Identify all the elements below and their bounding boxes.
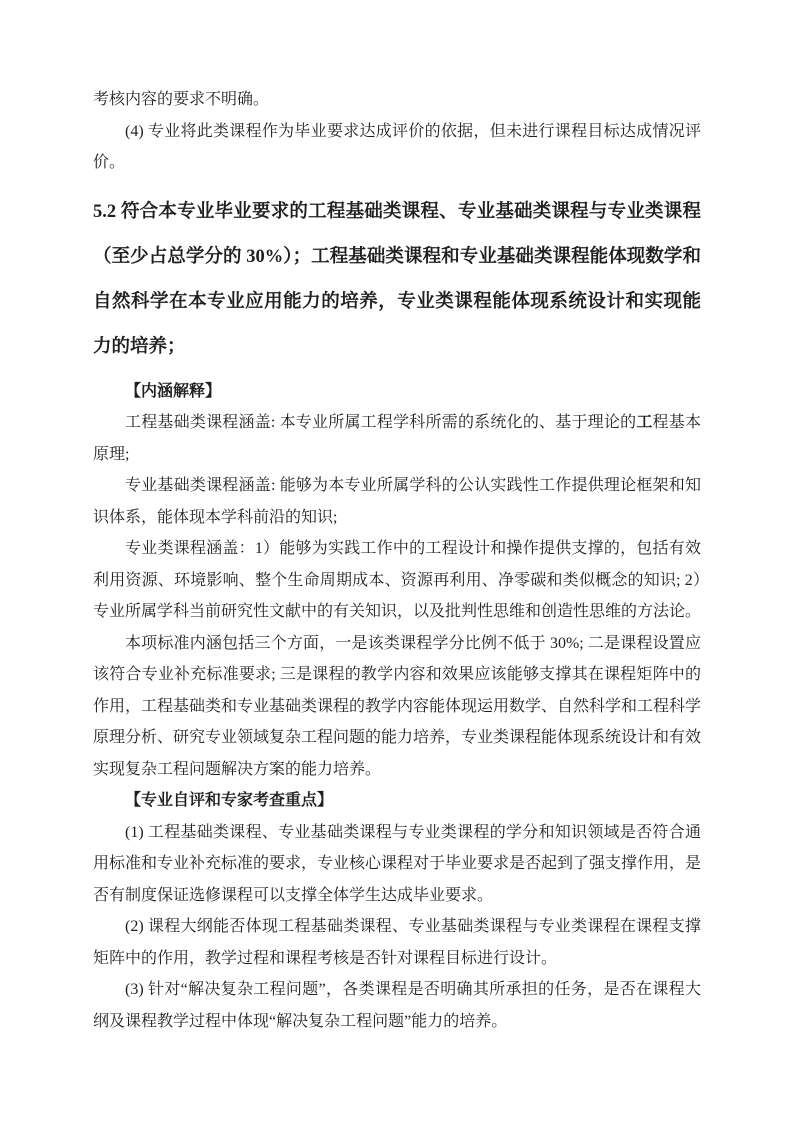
- text-segment: 专业类课程涵盖：1）能够为实践工作中的工程设计和操作提供支撑的，包括有效利用资源、环境影响、整个生命周期成本、资源再利用、净零碳和类似概念的知识; 2）专业所属学科当前研究性文献中的有关知识，以及批判性思维和创造性思维的方法论。: [93, 540, 702, 620]
- paragraph-p5-professional-class: [93, 533, 701, 628]
- text-segment: 工: [636, 414, 653, 431]
- text-segment: 工程基础类课程涵盖: 本专业所属工程学科所需的系统化的、基于理论的: [125, 414, 637, 431]
- paragraph-p3-engineering-basic: [93, 407, 701, 470]
- paragraph-p9-item3: [93, 974, 701, 1037]
- paragraph-p7-item1: [93, 817, 701, 912]
- text-segment: (2) 课程大纲能否体现工程基础类课程、专业基础类课程与专业类课程在课程支撑矩阵中的作用，教学过程和课程考核是否针对课程目标进行设计。: [93, 918, 701, 967]
- paragraph-p4-professional-basic: [93, 470, 701, 533]
- text-segment: (1) 工程基础类课程、专业基础类课程与专业类课程的学分和知识领域是否符合通用标准和专业补充标准的要求，专业核心课程对于毕业要求是否起到了强支撑作用，是否有制度保证选修课程可以支撑全体学生达成毕业要求。: [93, 823, 702, 904]
- text-segment: 程基本原理;: [93, 414, 701, 463]
- paragraph-p1-continuation: [93, 84, 701, 116]
- paragraph-p6-standard-connotation: [93, 628, 701, 786]
- text-segment: (4) 专业将此类课程作为毕业要求达成评价的依据，但未进行课程目标达成情况评价。: [93, 122, 701, 171]
- text-segment: 【专业自评和专家考查重点】: [125, 792, 334, 809]
- text-segment: 5.2 符合本专业毕业要求的工程基础类课程、专业基础类课程与专业类课程（至少占总学分的 30%）；工程基础类课程和专业基础类课程能体现数学和自然科学在本专业应用能力的培养，专业类课程能体现系统设计和实现能力的培养；: [93, 201, 701, 357]
- text-segment: 本项标准内涵包括三个方面，一是该类课程学分比例不低于 30%; 二是课程设置应该符合专业补充标准要求; 三是课程的教学内容和效果应该能够支撑其在课程矩阵中的作用，工程基础类和专业基础类课程的教学内容能体现运用数学、自然科学和工程科学原理分析、研究专业领域复杂工程问题的能力培养，专业类课程能体现系统设计和有效实现复杂工程问题解决方案的能力培养。: [93, 634, 702, 778]
- paragraph-p2-item4: [93, 116, 701, 179]
- paragraph-label-review-focus: [93, 785, 701, 817]
- text-segment: 考核内容的要求不明确。: [93, 91, 270, 108]
- paragraph-p8-item2: [93, 911, 701, 974]
- document-content: [93, 84, 701, 1037]
- text-segment: 【内涵解释】: [125, 382, 222, 400]
- paragraph-heading-5-2: [93, 190, 701, 370]
- text-segment: (3) 针对“解决复杂工程问题”，各类课程是否明确其所承担的任务，是否在课程大纲及课程教学过程中体现“解决复杂工程问题”能力的培养。: [93, 981, 701, 1030]
- text-segment: 专业基础类课程涵盖: 能够为本专业所属学科的公认实践性工作提供理论框架和知识体系，能体现本学科前沿的知识;: [93, 477, 701, 526]
- paragraph-label-connotation: [93, 376, 701, 408]
